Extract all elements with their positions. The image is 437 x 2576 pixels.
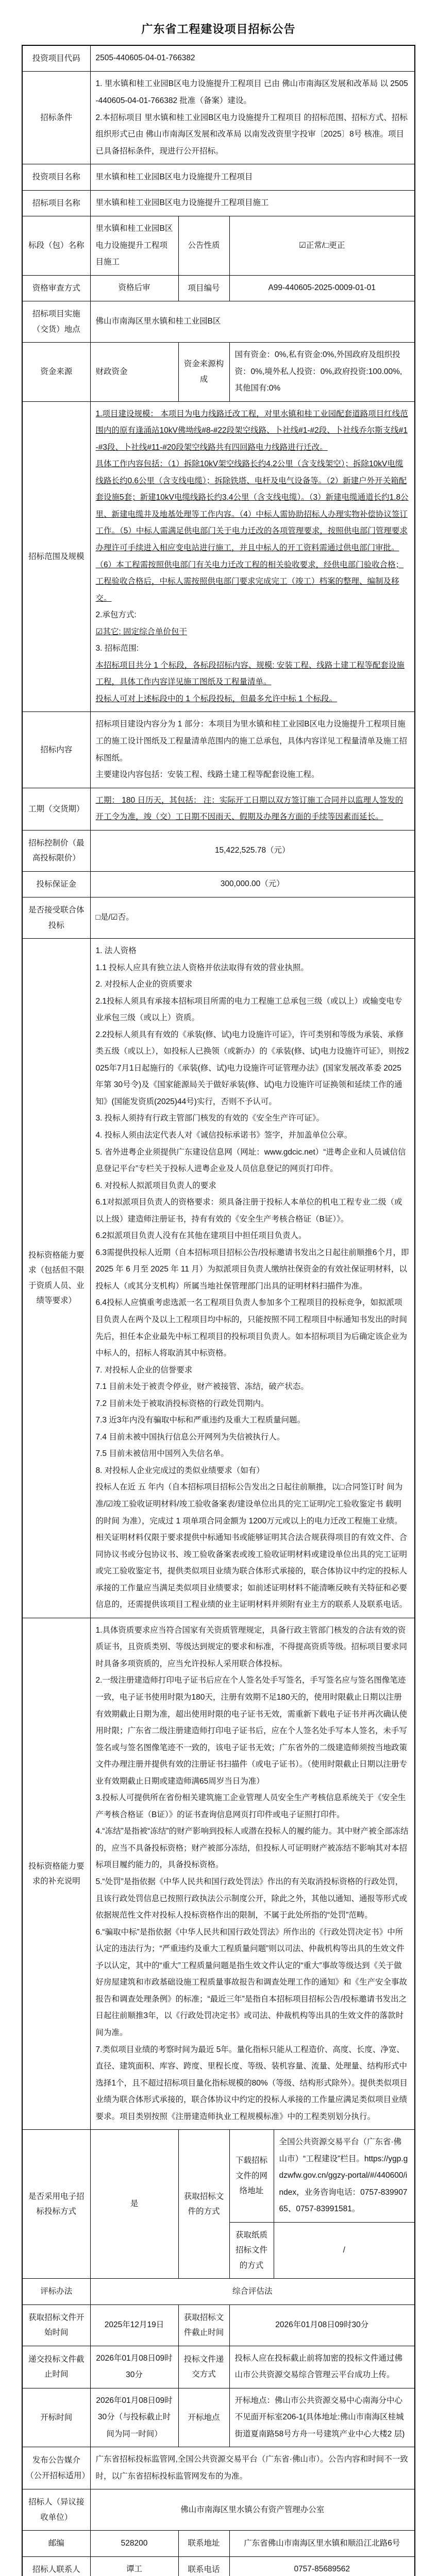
paragraph: 2.承包方式: [95, 611, 137, 620]
paragraph: 5.“处罚”是指依据《中华人民共和国行政处罚法》作出的有关取消投标资格的行政处罚，且该行政处罚信息已按照行政执法公示制度公开，除此之外，其他以通知、通报等形式或依据规范性文件对投标人投标资格作出的限制，不属于此处所指的“处罚”范畴。 [95, 1877, 408, 1920]
paragraph: 2026年01月08日09时30分（与投标截止时间为同一时间） [96, 2396, 173, 2438]
paragraph: 3. 招标范围: [95, 644, 139, 653]
table-row [22, 2531, 415, 2556]
table-row [22, 343, 415, 402]
cell-paragraphs [96, 2502, 410, 2519]
row-label: 是否采用电子招标投标方式 [22, 2130, 90, 2279]
paragraph: □是/☑否。 [95, 913, 134, 922]
cell-paragraphs [96, 2451, 410, 2485]
paragraph: 2026年01月08日09时30分 [96, 2353, 173, 2380]
row-value-1 [90, 343, 178, 402]
row-label: 招标条件 [22, 72, 90, 164]
row-label: 投标保证金 [22, 871, 90, 897]
cell-paragraphs [96, 1622, 410, 2125]
paragraph: 4. 投标人须由法定代表人对《诚信投标承诺书》签字，并加盖单位公章。 [95, 1130, 352, 1140]
cell-paragraphs [96, 943, 410, 1614]
announcement-table-body [22, 45, 415, 2576]
cell-paragraphs [279, 2134, 410, 2218]
row-label: 资格审查方式 [22, 275, 90, 301]
paragraph: 财政资金 [95, 367, 128, 376]
row-value-2 [229, 2531, 415, 2556]
row-label: 工期（交货期） [22, 788, 90, 830]
row-label: 投标文件递交方式 [178, 2346, 229, 2388]
paragraph: 2026年01月08日09时30分 [275, 2320, 369, 2329]
table-row [22, 275, 415, 301]
sub-row-value [274, 2130, 415, 2223]
row-value [90, 788, 415, 830]
table-row [22, 2489, 415, 2531]
row-label: 公告性质 [178, 216, 229, 276]
paragraph: 2.本招标项目 里水镇和桂工业园B区电力设施提升工程项目 的招标范围、招标方式、招标组织形式已由 佛山市南海区发展和改革局 以南发改资里字投审〔2025〕8号 核准。项目已具备招标条件，现进行公开招标。 [95, 113, 408, 156]
row-label: 招标人（异议接收单位） [22, 2489, 90, 2531]
row-value [90, 164, 415, 190]
row-label: 获取招标文件的方式 [178, 2130, 229, 2279]
paragraph: 3.投标人可提供所在省份相关建筑施工企业管理人员安全生产考核信息系统关于《安全生产考核合格证（B证）》的证书查询信息网页打印件或电子证照打印件。 [95, 1793, 406, 1819]
row-value-1 [90, 2304, 178, 2346]
paragraph: 7.类似项目业绩的考察时间为最近 5年。量化指标只能从工程造价、高度、长度、净宽、直径、建筑面积、库容、跨度、里程长度、等级、装机容量、流量、处理量、结构形式中选择1个，且不超过招标项目量化指标规模的80%（等级、结构形式除外）。提供类似项目业绩为联合体形式承接的，联合体协议中约定的投标人承接的工作量应满足类似项目业绩要求。项目类别按照《注册建造师执业工程规模标准》中的工程类别划分执行。 [95, 2045, 408, 2121]
row-value [90, 871, 415, 897]
row-label: 开标地点 [178, 2388, 229, 2447]
cell-paragraphs [96, 2350, 173, 2384]
row-label: 投标资格能力要求的补充说明 [22, 1618, 90, 2129]
cell-paragraphs [96, 909, 410, 926]
paragraph: 2.一级注册建造师打印电子证书后应在个人签名处手写签名，手写签名应与签名图像笔迹一致，电子证书使用时限为180天，注册有效期不足180天的，使用时限截止日期以注册有效期截止日期为准，超出使用时限的电子证书无效，需重新下载电子证书并再次确认使用时限；广东省二级注册建造师打印电子证书后，应在个人签名处手写本人签名，未手写签名或与签名图像笔迹不一致的，该电子证书无效；广东省外的二级建造师须按当地政策文件办理注册并提供有效的注册证书扫描件（或电子证书）。（使用时限截止日期以注册专业有效期截止日期或建造师满65周岁当日为准） [95, 1676, 408, 1786]
paragraph: 6.“骗取中标”是指依据《中华人民共和国行政处罚法》所作出的《行政处罚决定书》中所认定的违法行为；“严重违约及重大工程质量问题”则以司法、仲裁机构等出具的生效文件予以认定，其中的“重大”工程质量问题是指生效文件认定的“重大”事故等级达到《关于做好房屋建筑和市政基础设施工程质量事故报告和调查处理工作的通知》和《生产安全事故报告和调查处理条例》的标准；“最近三年”是指自本招标项目招标公告/投标邀请书发出之日起往前顺推3年，以《行政处罚决定书》或司法、仲裁机构等出具的生效文件的落款时间为准。 [95, 1927, 408, 2037]
paragraph: 15,422,525.78（元） [214, 845, 290, 855]
paragraph: / [343, 2245, 345, 2255]
paragraph: 528200 [121, 2538, 148, 2548]
row-value [90, 712, 415, 788]
cell-paragraphs [96, 406, 410, 708]
table-row [22, 72, 415, 164]
table-row [22, 830, 415, 871]
paragraph: 里水镇和桂工业园B区电力设施提升工程项目 [95, 172, 253, 181]
paragraph: 具体工作内容包括：（1）拆除10kV架空线路长约4.2公里（含支线架空）；拆除10kV电缆线路长约0.6公里（含支线电缆）；拆除铁塔、电杆及电气设备等。（2）新建户外开关箱配套设施5套；新建10kV电缆线路长约3.4公里（含支线电缆）。（3）新建电缆通道长约1.8公里、新建电缆井及地基处理等工作内容。（4）中标人需协助招标人办理实物补偿协议签订工作。（5）中标人需满足供电部门关于电力迁改的各项管理要求，按照供电部门管理要求办理许可手续进入相应变电站进行施工，并且中标人的开工资料需通过供电部门审批。（6）本工程需按照供电部门有关电力迁改工程的相关验收要求，经供电部门验收合格；工程验收合格后，中标人需按照供电部门要求完成完工（竣工）档案的整理、编制及移交。 [95, 460, 409, 603]
row-value [90, 190, 415, 216]
cell-paragraphs [235, 2393, 410, 2443]
table-row [22, 871, 415, 897]
row-label: 联系电话 [178, 2556, 229, 2576]
paragraph: 资格后审 [118, 283, 150, 293]
row-value [90, 2279, 415, 2304]
row-label: 投资项目代码 [22, 45, 90, 72]
table-row [22, 2388, 415, 2447]
row-value [90, 1618, 415, 2129]
cell-paragraphs [96, 313, 410, 330]
paragraph: 工期： 180 日历天，其包括： 注：实际开工日期以双方签订施工合同并以监理人签发的开工令为准，竣（交）工日期不因雨天、假期及办理各方面的手续等因素而延长。 [95, 795, 404, 822]
row-label: 资金来源 [22, 343, 90, 402]
row-label: 邮编 [22, 2531, 90, 2556]
table-row [22, 45, 415, 72]
paragraph: 主要建设内容包括：安装工程、线路土建工程等配套设施工程。 [95, 770, 320, 779]
cell-paragraphs [96, 50, 410, 67]
cell-paragraphs [235, 2350, 410, 2384]
paragraph: 里水镇和桂工业园B区电力设施提升工程项目施工 [95, 198, 269, 208]
cell-paragraphs [279, 2242, 410, 2259]
cell-paragraphs [96, 76, 410, 160]
paragraph: 投标人在近 五 年内（自本招标项目招标公告发出之日起往前顺推，以□合同签订时 间为准/☑竣工验收证明材料/竣工验收备案表/建设单位出具的完工证明/完工验收鉴定书 载明的时间 为准），完成过 1 项单项合同金额为 1200万元或以上的电力迁改工程施工业绩。 [95, 1483, 403, 1526]
row-label: 标段（包）名称 [22, 216, 90, 276]
cell-paragraphs [235, 347, 410, 397]
row-value-1 [90, 2531, 178, 2556]
table-row [22, 2279, 415, 2304]
cell-paragraphs [235, 2535, 410, 2552]
row-label: 获取招标文件开始时间 [22, 2304, 90, 2346]
table-row [22, 301, 415, 343]
paragraph: 7.3 近3年内没有骗取中标和严重违约及重大工程质量问题。 [95, 1416, 305, 1425]
cell-paragraphs [96, 2317, 173, 2334]
row-value-2 [229, 2556, 415, 2576]
paragraph: 1. 里水镇和桂工业园B区电力设施提升工程项目 已由 佛山市南海区发展和改革局 以 2505-440605-04-01-766382 批准（备案）建设。 [95, 79, 408, 105]
paragraph: 佛山市南海区里水镇和桂工业园B区 [95, 317, 221, 326]
table-row [22, 897, 415, 939]
row-label: 资金来源构成 [178, 343, 229, 402]
paragraph: 5. 省外进粤企业须提供广东建设信息网（网址：www.gdcic.net）“进粤企业和人员诚信信息登记平台”专栏关于投标人进粤企业及人员信息登记的网页打印件。 [95, 1147, 406, 1174]
sub-row-label: 下载招标文件的网络地址 [229, 2130, 274, 2223]
paragraph: 4.“冻结”是指被“冻结”的财产影响到投标人或潜在投标人的履约能力。其中财产被全部冻结的，应当不具备投标资格；财产被部分冻结，但投标人可证明财产被冻结不影响其对本招标项目履约能力的，具备投标资格。 [95, 1827, 409, 1870]
row-label: 招标项目名称 [22, 190, 90, 216]
paragraph: 里水镇和桂工业园B区电力设施提升工程项目施工 [95, 224, 173, 267]
announcement-table [22, 45, 415, 2576]
row-value-2 [229, 216, 415, 276]
cell-paragraphs [96, 716, 410, 783]
paragraph: 投标人应在投标截止前将加密的投标文件通过佛山市公共资源交易综合管理云平台成功上传。 [234, 2353, 403, 2380]
row-value [90, 830, 415, 871]
cell-paragraphs [96, 792, 410, 826]
cell-paragraphs [235, 238, 410, 255]
paragraph: 广东省佛山市南海区里水镇和顺沿江北路6号 [244, 2538, 400, 2548]
table-row [22, 2556, 415, 2576]
paragraph: 2.1投标人须具有承接本招标项目所需的电力工程施工总承包三级（或以上）或输变电专业承包三级（或以上）资质。 [95, 996, 402, 1023]
cell-paragraphs [96, 2393, 173, 2443]
row-value-2 [229, 275, 415, 301]
table-row [22, 2304, 415, 2346]
cell-paragraphs [96, 280, 173, 297]
paragraph: 7.2 目前未处于被取消投标资格的行政处罚期内。 [95, 1399, 269, 1408]
paragraph: 6.4投标人应慎重考虑选派一名工程项目负责人参加多个工程项目的投标竞争，如拟派项目负责人在两个及以上工程项目均中标的，只能按照不同工程项目中标通知书发出的时间先后，担任本企业最先中标工程项目的投标项目负责人。如本招标项目为后确定该企业为中标人的，招标人将取消其中标资格。 [95, 1298, 408, 1358]
row-value [90, 45, 415, 72]
paragraph: 谭工 [126, 2565, 142, 2574]
cell-paragraphs [96, 876, 410, 893]
row-label: 递交投标文件截止时间 [22, 2346, 90, 2388]
cell-paragraphs [96, 2283, 410, 2300]
row-label: 项目编号 [178, 275, 229, 301]
paragraph: ☑正常/□更正 [298, 241, 345, 250]
row-value [90, 401, 415, 712]
paragraph: 3. 投标人须持有行政主管部门核发的有效的《安全生产许可证》。 [95, 1114, 324, 1123]
page-title: 广东省工程建设项目招标公告 [141, 23, 296, 36]
row-label: 投资项目名称 [22, 164, 90, 190]
paragraph: 相关证明材料仅限于要求提供中标通知书或能够证明其合法合规获得项目的有效文件、合同协议书或分包协议书、竣工验收备案表或竣工验收证明材料或建设单位出具的完工证明或完工验收鉴定书，提供类似项目业绩为联合体形式承接的，联合体协议中约定的投标人承接的工作量应当满足类似项目业绩要求；如前述证明材料不能清晰反映有关特征和必要信息的，还需提供该项目工程业绩的业主证明材料并须附有业主方的联系人及联系电话。 [95, 1533, 408, 1609]
row-label: 招标人联系人 [22, 2556, 90, 2576]
row-label: 招标内容 [22, 712, 90, 788]
paragraph: 国有资金：0%,私有资金:0%,外国政府及组织投资：0%,境外私人投资：0%,政府投资:100.00%,其他国有:0% [234, 350, 402, 393]
paragraph: 6.3需提供投标人近期（自本招标项目招标公告/投标邀请书发出之日起往前顺推6个月，即 2025 年 6 月至 2025 年 11 月）为拟派项目负责人缴纳社保资金的有效社保证明材料，以投标人（或其分支机构）所属当地社保管理部门出具的证明材料扫描件为准。 [95, 1248, 409, 1291]
paragraph: 综合评估法 [232, 2286, 273, 2296]
cell-paragraphs [235, 2561, 410, 2576]
row-label: 开标时间 [22, 2388, 90, 2447]
paragraph: 2. 对投标人企业的资质要求 [95, 980, 193, 989]
paragraph: 7.4 目前未被中国执行信息公开网列为失信被执行人。 [95, 1432, 285, 1442]
row-label: 招标控制价（最高投标限价） [22, 830, 90, 871]
paragraph: 8. 对投标人企业完成过的类似业绩要求（如有） [95, 1466, 264, 1475]
row-value [90, 301, 415, 343]
table-row [22, 1618, 415, 2129]
table-row [22, 712, 415, 788]
table-row [22, 401, 415, 712]
paragraph: 2.2投标人须具有有效的《承装(修、试)电力设施许可证》，许可类别和等级为承装、承修类五级（或以上），如投标人已换领（或新办）的《承装(修、试)电力设施许可证》，则按2025年7月1日起施行的《承装(修、试)电力设施许可证管理办法》(国家发展改革委 2025 年第 30号令)及《国家能源局关于做好承装(修、试)电力设施许可证换领和延续工作的通知》(国能发资质(2025)44号)实行，否则不予认可。 [95, 1030, 409, 1106]
paragraph: 1.1 投标人应具有独立法人资格并依法取得有效的营业执照。 [95, 963, 309, 972]
table-row [22, 788, 415, 830]
paragraph: ☑其它: 固定综合单价包干 [95, 627, 188, 636]
paragraph: 300,000.00（元） [220, 879, 284, 889]
row-label: 招标项目实施（交货）地点 [22, 301, 90, 343]
row-label: 发布公告媒介（公开招标适用） [22, 2447, 90, 2489]
row-label: 获取招标文件截止时间 [178, 2304, 229, 2346]
table-row [22, 938, 415, 1618]
paragraph: 本招标项目共分 1 个标段，各标段招标内容、规模: 安装工程、线路土建工程等配套设施工程，具体工作内容详见施工图纸及工程量清单。 [95, 660, 405, 687]
cell-paragraphs [96, 2196, 173, 2213]
paragraph: 投标人可对上述标段中的 1 个标段投标，但最多允许中标 1 个标段。 [95, 694, 337, 703]
paragraph: 0757-85689562 [294, 2565, 350, 2574]
paragraph: 2025年12月19日 [104, 2320, 164, 2329]
cell-paragraphs [96, 2561, 173, 2576]
paragraph: 7.5 目前未被信用中国列入失信名单。 [95, 1449, 229, 1459]
row-value-2 [229, 2388, 415, 2447]
table-row [22, 2130, 415, 2223]
row-value-2 [229, 343, 415, 402]
row-label: 招标范围及规模 [22, 401, 90, 712]
row-value-1 [90, 2556, 178, 2576]
cell-paragraphs [96, 221, 173, 271]
paragraph: A99-440605-2025-0009-01-01 [268, 283, 376, 293]
cell-paragraphs [96, 842, 410, 859]
row-value-2 [229, 2304, 415, 2346]
row-value-1 [90, 2388, 178, 2447]
row-value [90, 72, 415, 164]
row-label: 是否接受联合体投标 [22, 897, 90, 939]
row-value-1 [90, 275, 178, 301]
paragraph: 7.1 目前未处于被责令停业，财产被接管、冻结，破产状态。 [95, 1382, 309, 1392]
table-row [22, 190, 415, 216]
paragraph: 佛山市南海区里水镇公有资产管理办公室 [180, 2505, 325, 2514]
row-value [90, 2447, 415, 2489]
row-value-1 [90, 2130, 178, 2279]
cell-paragraphs [96, 195, 410, 212]
table-row [22, 2346, 415, 2388]
paragraph: 广东省招标投标监管网,全国公共资源交易平台（广东省·佛山市）。公告内容和时间不一致时，以广东省招标投标监管网发布的为准。 [95, 2455, 408, 2481]
row-value [90, 897, 415, 939]
paragraph: 6.2拟派项目负责人没有在其他在建项目中担任项目负责人。 [95, 1231, 307, 1241]
cell-paragraphs [96, 169, 410, 186]
paragraph: 1.项目建设规模： 本项目为电力线路迁改工程，对里水镇和桂工业园配套道路项目红线范围内的原有逢涌站10kV佛坳线#8-#22段架空线路、卜社线#1-#2段、卜社线乔尔斯支线#1-#3段、卜社线#11-#20段架空线路共有四回路电力线路进行迁改。 [95, 409, 408, 452]
row-label: 评标办法 [22, 2279, 90, 2304]
row-label: 投标资格能力要求（包括但不限于资质人员、业绩等要求） [22, 938, 90, 1618]
row-value [90, 938, 415, 1618]
cell-paragraphs [96, 364, 173, 381]
row-value-1 [90, 2346, 178, 2388]
paragraph: 2505-440605-04-01-766382 [95, 54, 195, 63]
paragraph: 全国公共资源交易平台（广东省·佛山市）“工程建设”栏目。https://ygp.gdzwfw.gov.cn/ggzy-portal/#/440600/index，业务咨询电话：0757-83990765、0757-83991581。 [279, 2138, 408, 2214]
row-value [90, 2489, 415, 2531]
sub-row-value [274, 2222, 415, 2278]
paragraph: 6.1对拟派项目负责人的资格要求：须具备注册于投标人本单位的机电工程专业二级（或以上级）建造师注册证书，持有有效的《安全生产考核合格证（B证）》。 [95, 1198, 402, 1224]
paragraph: 1. 法人资格 [95, 946, 137, 955]
paragraph: 是 [130, 2199, 139, 2208]
paragraph: 招标项目建设内容分为 1 部分：本项目为里水镇和桂工业园B区电力设施提升工程项目施工的施工设计图纸及工程量清单范围内的施工总承包，具体内容详见工程量清单及施工招标图纸。 [95, 720, 408, 762]
cell-paragraphs [96, 2535, 173, 2552]
cell-paragraphs [235, 2317, 410, 2334]
sub-row-label: 获取纸质招标文件的方式 [229, 2222, 274, 2278]
table-row [22, 2447, 415, 2489]
paragraph: 7. 对投标人企业的信誉要求 [95, 1365, 193, 1375]
paragraph: 6. 对投标人拟派项目负责人的要求 [95, 1181, 216, 1190]
table-row [22, 164, 415, 190]
row-value-2 [229, 2346, 415, 2388]
table-row [22, 216, 415, 276]
paragraph: 1.具体资质要求应当符合国家有关资质管理规定，具备行政主管部门核发的合法有效的资质证书，且资质类别、等级达到规定的要求和标准，不得提高资质等级。招标项目要求同时具备多项资质的，应当允许投标人采用联合体投标。 [95, 1625, 408, 1668]
row-value-1 [90, 216, 178, 276]
paragraph: 开标地点：佛山市公共资源交易中心南海分中心不见面开标室206-1(具体地址:佛山市南海区桂城街道夏南路58号方舟一号建筑产业中心大楼2 层) [234, 2396, 405, 2438]
cell-paragraphs [235, 280, 410, 297]
row-label: 联系地址 [178, 2531, 229, 2556]
